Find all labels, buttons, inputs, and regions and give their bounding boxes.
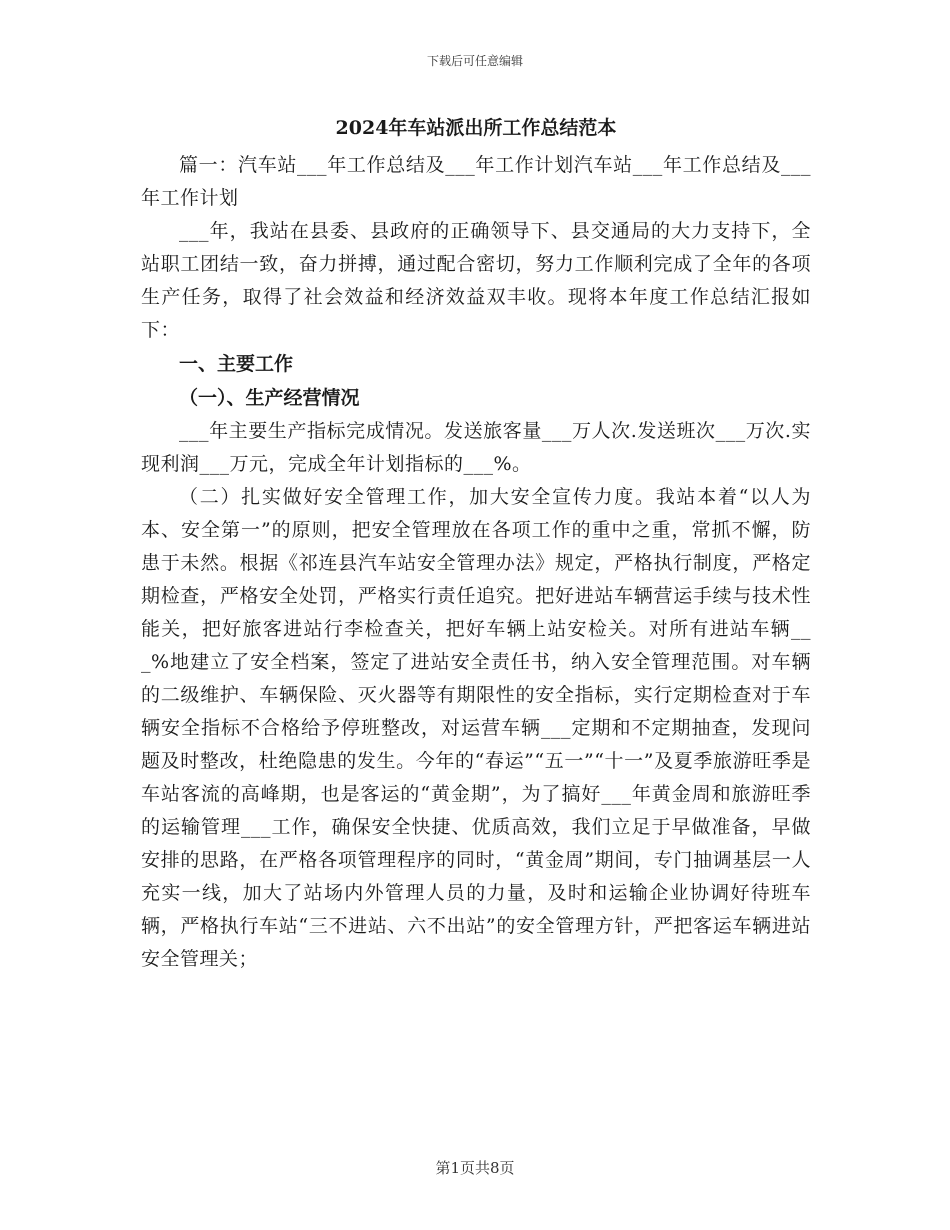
subsection-heading-production: （一）、生产经营情况 bbox=[179, 387, 360, 409]
document-body bbox=[141, 113, 811, 976]
paragraph-4: （二）扎实做好安全管理工作，加大安全宣传力度。我站本着“以人为本、安全第一”的原则，把安全管理放在各项工作的重中之重，常抓不懈，防患于未然。根据《祁连县汽车站安全管理办法》规定，严格执行制度，严格定期检查，严格安全处罚，严格实行责任追究。把好进站车辆营运手续与技术性能关，把好旅客进站行李检查关，把好车辆上站安检关。对所有进站车辆___%地建立了安全档案，签定了进站安全责任书，纳入安全管理范围。对车辆的二级维护、车辆保险、灭火器等有期限性的安全指标，实行定期检查对于车辆安全指标不合格给予停班整改，对运营车辆___定期和不定期抽查，发现问题及时整改，杜绝隐患的发生。今年的“春运”“五一”“十一”及夏季旅游旺季是车站客流的高峰期，也是客运的“黄金期”，为了搞好___年黄金周和旅游旺季的运输管理___工作，确保安全快捷、优质高效，我们立足于早做准备，早做安排的思路，在严格各项管理程序的同时，“黄金周”期间，专门抽调基层一人充实一线，加大了站场内外管理人员的力量，及时和运输企业协调好待班车辆，严格执行车站“三不进站、六不出站”的安全管理方针，严把客运车辆进站安全管理关； bbox=[141, 486, 811, 970]
page-footer-number: 第1页共8页 bbox=[435, 1159, 515, 1177]
document-title: 2024年车站派出所工作总结范本 bbox=[335, 117, 617, 139]
paragraph-2: ___年，我站在县委、县政府的正确领导下、县交通局的大力支持下，全站职工团结一致，奋力拼搏，通过配合密切，努力工作顺利完成了全年的各项生产任务，取得了社会效益和经济效益双丰收。现将本年度工作总结汇报如下： bbox=[141, 220, 811, 341]
paragraph-1: 篇一：汽车站___年工作总结及___年工作计划汽车站___年工作总结及___年工作计划 bbox=[141, 154, 811, 209]
page-header-note: 下载后可任意编辑 bbox=[426, 54, 523, 68]
paragraph-3: ___年主要生产指标完成情况。发送旅客量___万人次.发送班次___万次.实现利润___万元，完成全年计划指标的___%。 bbox=[141, 420, 811, 475]
section-heading-main-work: 一、主要工作 bbox=[179, 353, 294, 375]
